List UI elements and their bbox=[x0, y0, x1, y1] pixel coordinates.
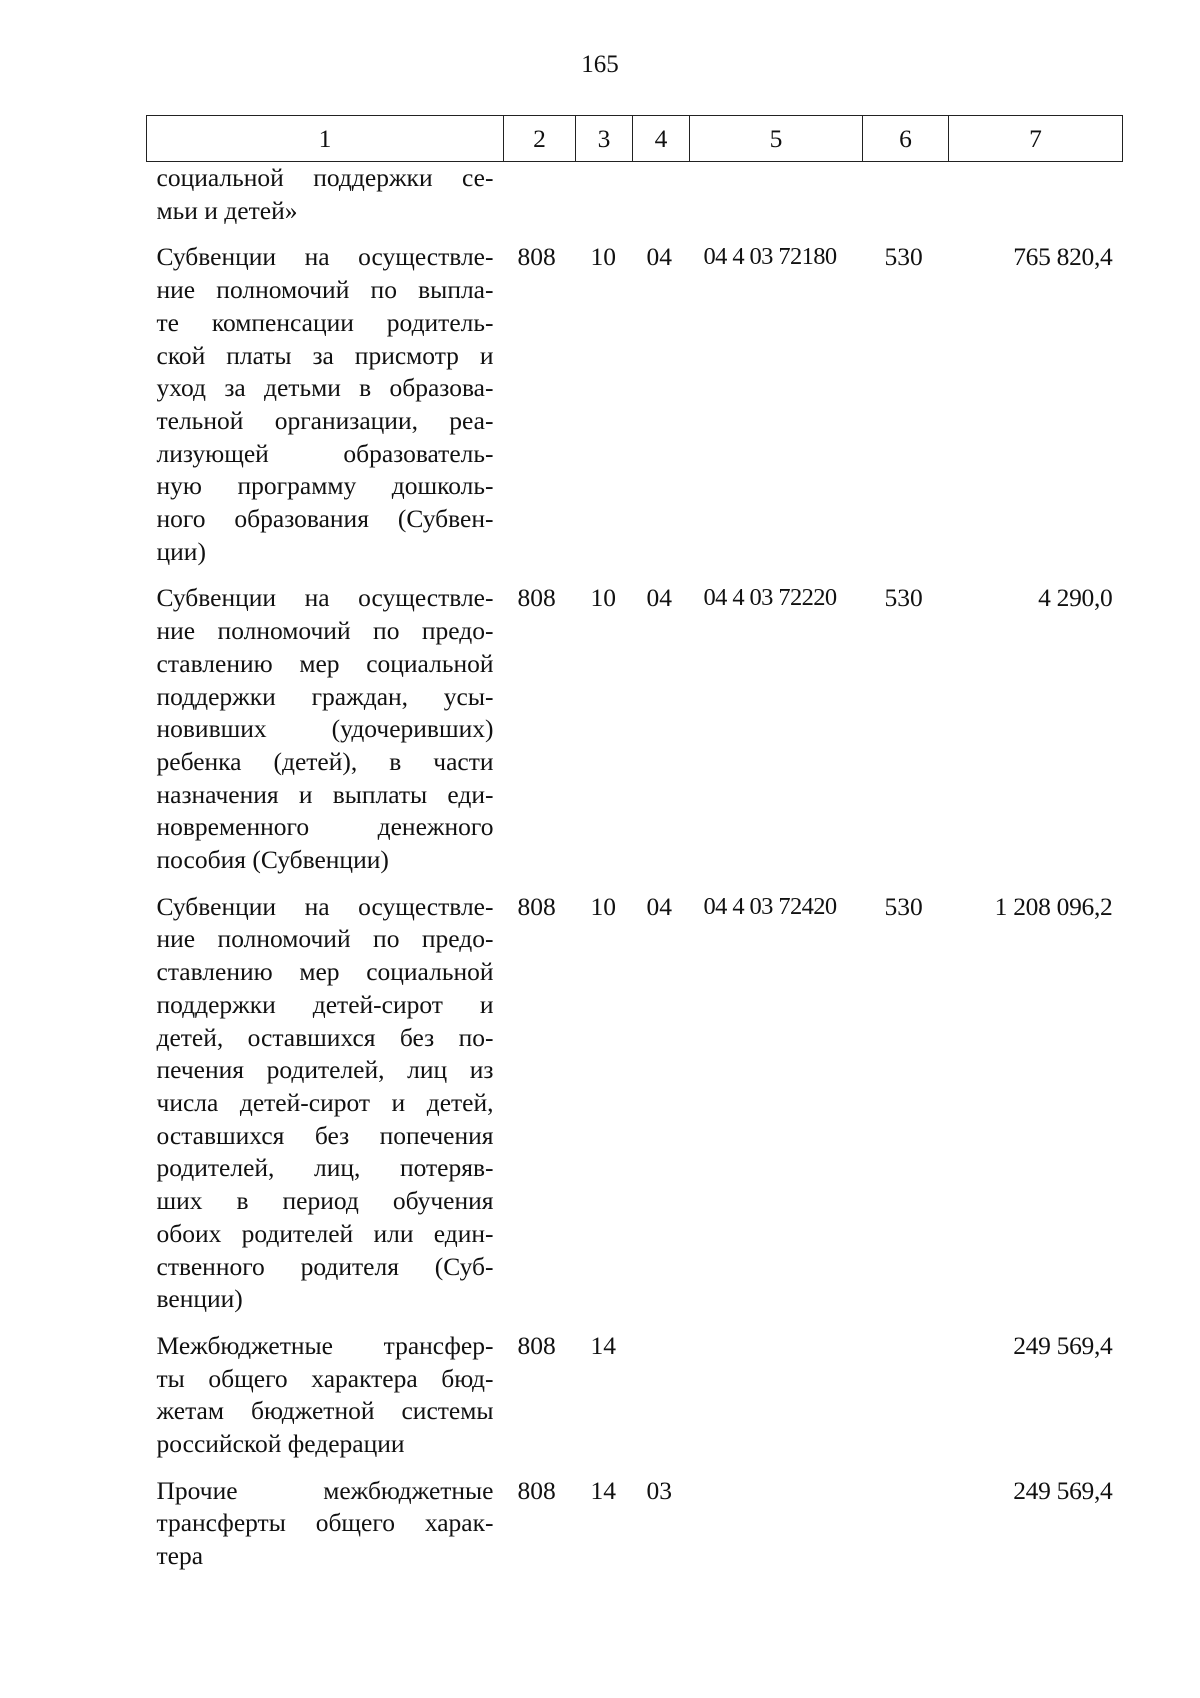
row-description bbox=[147, 162, 504, 228]
description-line: ставлению мер социальной bbox=[156, 957, 494, 987]
description-line: ную программу дошколь- bbox=[156, 471, 494, 501]
description-line: тельной организации, реа- bbox=[156, 405, 494, 435]
description-line: ты общего характера бюд- bbox=[156, 1363, 494, 1393]
page-number: 165 bbox=[581, 51, 619, 78]
row-target-article bbox=[690, 1330, 863, 1461]
description-line: числа детей-сирот и детей, bbox=[156, 1087, 494, 1117]
table-row bbox=[147, 162, 1123, 228]
row-target-article: 04 4 03 72420 bbox=[703, 892, 837, 920]
row-target-article: 04 4 03 72180 bbox=[703, 243, 837, 271]
table-row bbox=[147, 891, 1123, 1316]
row-subsection: 03 bbox=[646, 1475, 672, 1505]
header-col-3: 3 bbox=[576, 116, 633, 162]
description-line: тера bbox=[156, 1541, 204, 1571]
row-expense-type bbox=[863, 1330, 949, 1461]
row-expense-type: 530 bbox=[884, 242, 923, 272]
row-expense-type bbox=[863, 162, 949, 228]
row-section: 10 bbox=[590, 242, 616, 272]
description-line: поддержки детей-сирот и bbox=[156, 989, 494, 1019]
description-line: Субвенции на осуществле- bbox=[156, 583, 494, 613]
description-line: обоих родителей или един- bbox=[156, 1218, 494, 1248]
row-section bbox=[576, 162, 633, 228]
row-subsection: 04 bbox=[646, 891, 672, 921]
row-spacer-cell bbox=[147, 1316, 1123, 1330]
description-line: социальной поддержки се- bbox=[156, 163, 494, 192]
description-line: Субвенции на осуществле- bbox=[156, 891, 494, 921]
row-description bbox=[147, 1330, 504, 1461]
table-row bbox=[147, 1330, 1123, 1461]
description-line: новременного денежного bbox=[156, 812, 494, 842]
description-line: ской платы за присмотр и bbox=[156, 340, 494, 370]
row-description bbox=[147, 891, 504, 1316]
description-line: ного образования (Субвен- bbox=[156, 504, 494, 534]
description-line: пособия (Субвенции) bbox=[156, 845, 389, 875]
table-body bbox=[147, 162, 1123, 1573]
description-line: поддержки граждан, усы- bbox=[156, 681, 494, 711]
row-target-article: 04 4 03 72220 bbox=[703, 584, 837, 612]
description-line: Межбюджетные трансфер- bbox=[156, 1330, 494, 1360]
table-row bbox=[147, 582, 1123, 876]
description-line: ребенка (детей), в части bbox=[156, 746, 494, 776]
header-col-7: 7 bbox=[949, 116, 1123, 162]
row-section: 10 bbox=[590, 891, 616, 921]
row-expense-type bbox=[863, 1475, 949, 1573]
description-line: ции) bbox=[156, 536, 206, 566]
row-description bbox=[147, 241, 504, 568]
row-spacer-cell bbox=[147, 877, 1123, 891]
row-section: 14 bbox=[590, 1330, 616, 1360]
header-col-2: 2 bbox=[504, 116, 576, 162]
row-spacer bbox=[147, 227, 1123, 241]
description-line: ние полномочий по выпла- bbox=[156, 275, 494, 305]
row-subsection: 04 bbox=[646, 583, 672, 613]
description-line: ших в период обучения bbox=[156, 1186, 494, 1216]
row-description bbox=[147, 1475, 504, 1573]
row-spacer-cell bbox=[147, 1461, 1123, 1475]
description-line: детей, оставшихся без по- bbox=[156, 1022, 494, 1052]
row-amount bbox=[949, 162, 1123, 228]
description-line: ние полномочий по предо- bbox=[156, 924, 494, 954]
row-spacer bbox=[147, 1461, 1123, 1475]
header-col-5: 5 bbox=[690, 116, 863, 162]
row-amount: 765 820,4 bbox=[1013, 242, 1113, 272]
header-col-6: 6 bbox=[863, 116, 949, 162]
description-line: те компенсации родитель- bbox=[156, 307, 494, 337]
row-section: 10 bbox=[590, 583, 616, 613]
table-row bbox=[147, 1475, 1123, 1573]
description-line: жетам бюджетной системы bbox=[156, 1396, 494, 1426]
row-spacer bbox=[147, 877, 1123, 891]
row-subsection: 04 bbox=[646, 242, 672, 272]
description-line: уход за детьми в образова- bbox=[156, 373, 494, 403]
row-expense-type: 530 bbox=[884, 891, 923, 921]
row-amount: 249 569,4 bbox=[1013, 1330, 1113, 1360]
description-line: Субвенции на осуществле- bbox=[156, 242, 494, 272]
description-line: ние полномочий по предо- bbox=[156, 616, 494, 646]
description-line: мьи и детей» bbox=[156, 195, 298, 225]
description-line: назначения и выплаты еди- bbox=[156, 779, 494, 809]
description-line: ственного родителя (Суб- bbox=[156, 1251, 494, 1281]
row-target-article bbox=[690, 162, 863, 228]
description-line: лизующей образователь- bbox=[156, 438, 494, 468]
description-line: российской федерации bbox=[156, 1429, 405, 1459]
description-line: печения родителей, лиц из bbox=[156, 1055, 494, 1085]
header-col-4: 4 bbox=[633, 116, 690, 162]
description-line: трансферты общего харак- bbox=[156, 1508, 494, 1538]
row-spacer bbox=[147, 1316, 1123, 1330]
row-spacer bbox=[147, 568, 1123, 582]
row-ministry-code: 808 bbox=[517, 583, 556, 613]
table-header bbox=[147, 116, 1123, 162]
budget-table bbox=[146, 115, 1123, 1573]
description-line: ставлению мер социальной bbox=[156, 648, 494, 678]
header-col-1: 1 bbox=[147, 116, 504, 162]
row-spacer-cell bbox=[147, 227, 1123, 241]
row-amount: 1 208 096,2 bbox=[994, 891, 1113, 921]
row-section: 14 bbox=[590, 1475, 616, 1505]
description-line: новивших (удочеривших) bbox=[156, 714, 494, 744]
description-line: оставшихся без попечения bbox=[156, 1120, 494, 1150]
header-row bbox=[147, 116, 1123, 162]
table-row bbox=[147, 241, 1123, 568]
description-line: венции) bbox=[156, 1284, 243, 1314]
row-ministry-code: 808 bbox=[517, 1330, 556, 1360]
row-amount: 4 290,0 bbox=[1038, 583, 1113, 613]
row-ministry-code: 808 bbox=[517, 1475, 556, 1505]
description-line: родителей, лиц, потеряв- bbox=[156, 1153, 494, 1183]
row-ministry-code: 808 bbox=[517, 242, 556, 272]
row-ministry-code: 808 bbox=[517, 891, 556, 921]
row-target-article bbox=[690, 1475, 863, 1573]
description-line: Прочие межбюджетные bbox=[156, 1475, 494, 1505]
row-amount: 249 569,4 bbox=[1013, 1475, 1113, 1505]
row-expense-type: 530 bbox=[884, 583, 923, 613]
row-spacer-cell bbox=[147, 568, 1123, 582]
row-description bbox=[147, 582, 504, 876]
row-subsection bbox=[633, 162, 690, 228]
row-ministry-code bbox=[504, 162, 576, 228]
row-subsection bbox=[633, 1330, 690, 1461]
